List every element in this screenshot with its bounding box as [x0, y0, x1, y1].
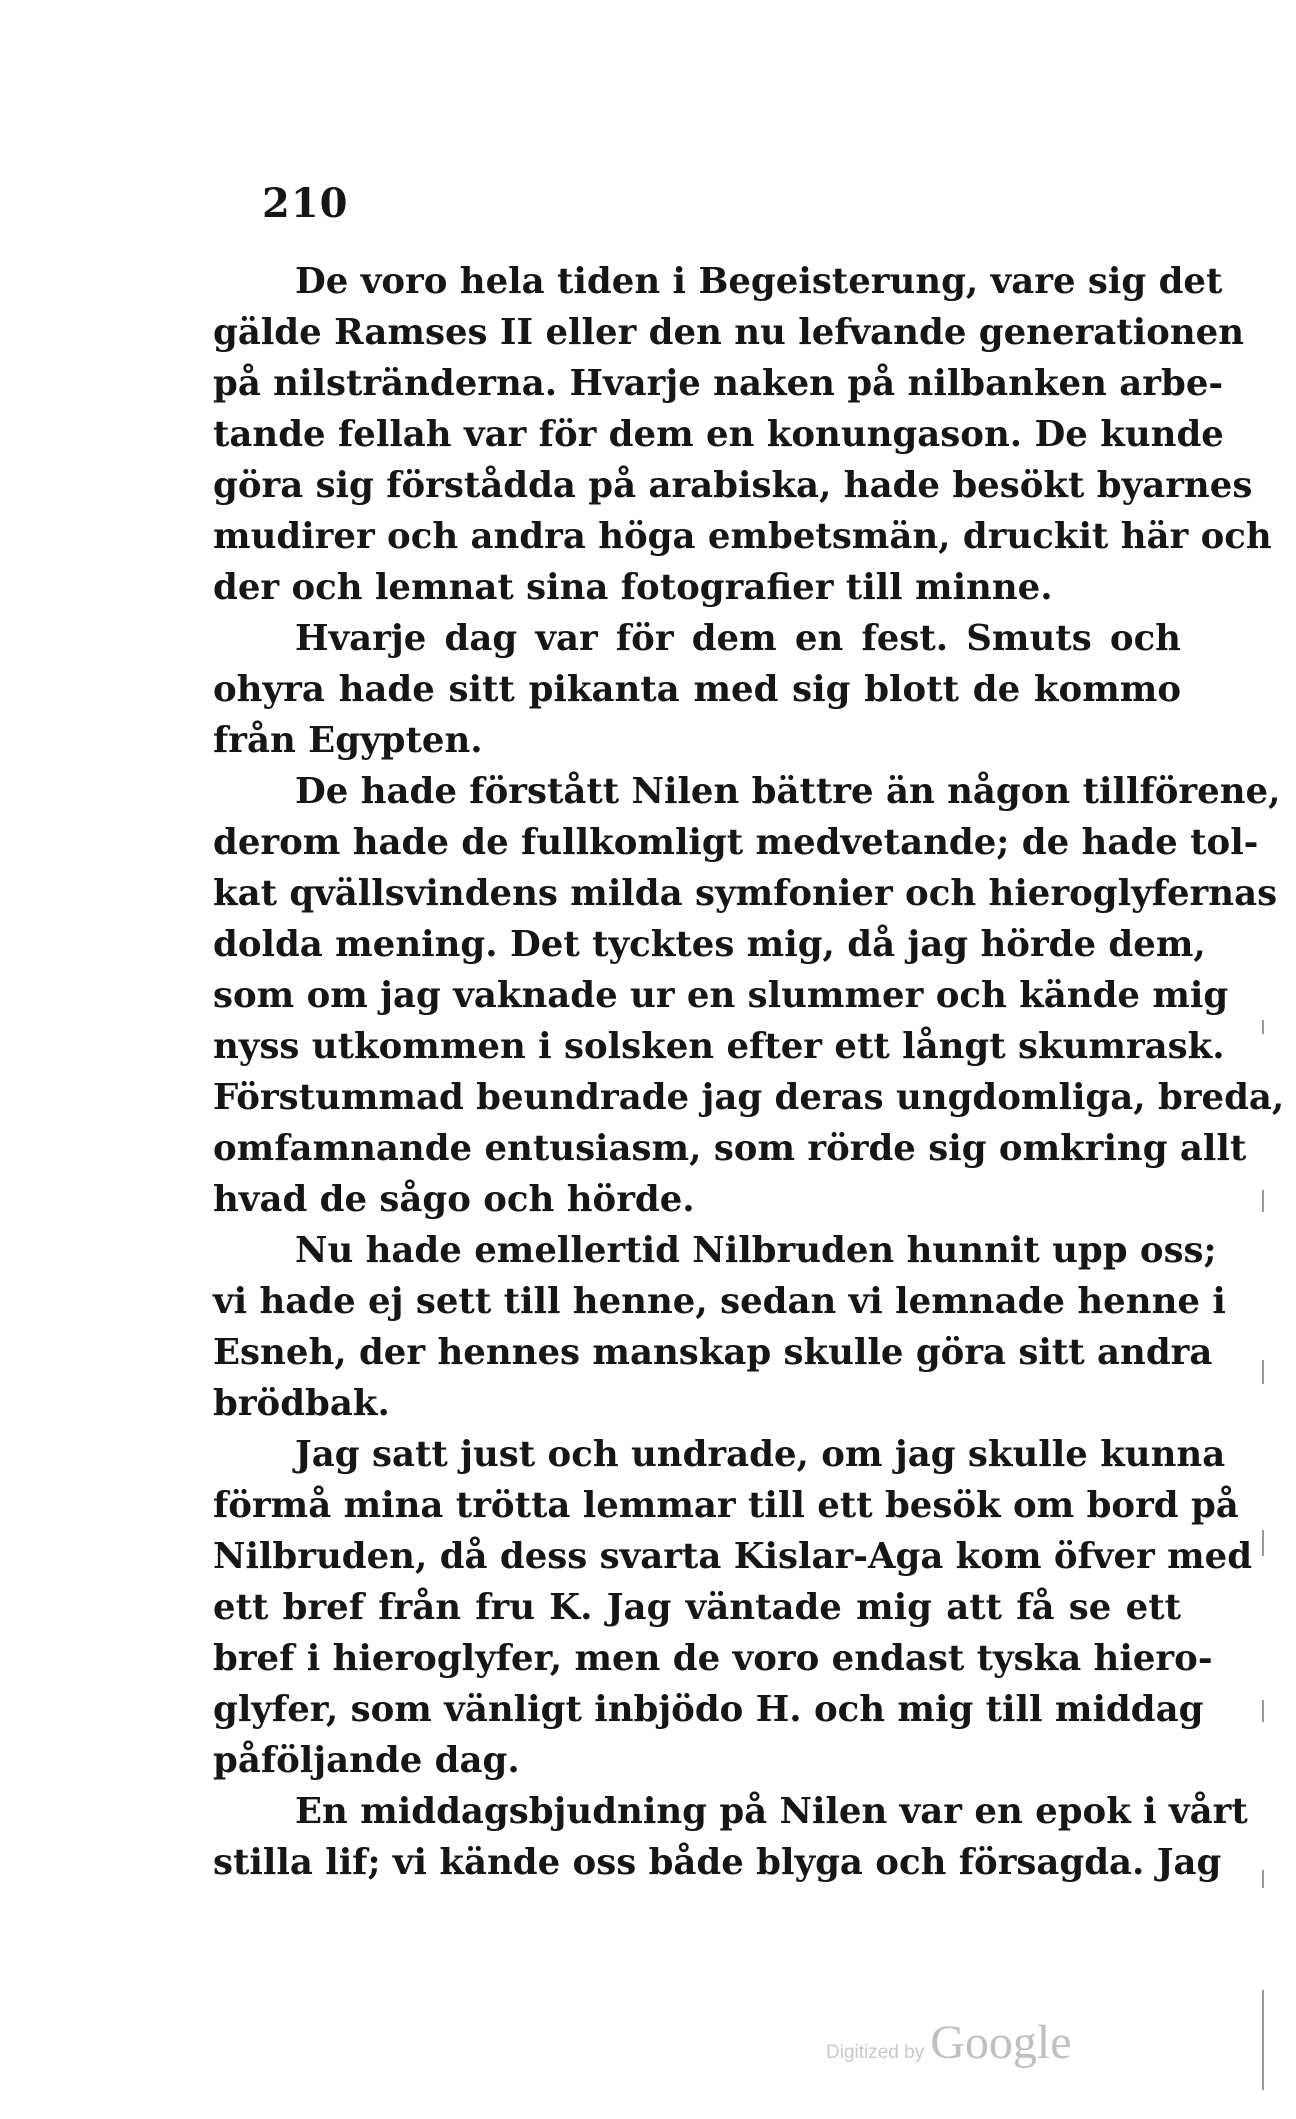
scan-edge-mark [1262, 1990, 1264, 2090]
text-line: derom hade de fullkomligt medvetande; de hade tol- [213, 822, 1259, 863]
text-line: på nilsträndernа. Hvarje naken på nilbanken arbe- [213, 363, 1224, 404]
text-line: omfamnande entusiasm, som rörde sig omkring allt [213, 1128, 1247, 1169]
text-line: nyss utkommen i solsken efter ett långt skumrask. [213, 1026, 1225, 1067]
scan-edge-mark [1262, 1870, 1264, 1888]
text-line: De hade förstått Nilen bättre än någon tillförene, [295, 771, 1281, 812]
text-line: dolda mening. Det tycktes mig, då jag hörde dem, [213, 924, 1206, 965]
scan-edge-mark [1262, 1530, 1264, 1556]
text-line: kat qvällsvindens milda symfonier och hieroglyfernas [213, 873, 1278, 914]
text-line: som om jag vaknade ur en slummer och kände mig [213, 975, 1229, 1016]
text-line: brödbak. [213, 1383, 390, 1424]
text-line: stilla lif; vi kände oss både blyga och försagda. Jag [213, 1842, 1222, 1883]
digitization-watermark [826, 2015, 1072, 2070]
text-line: Nilbruden, då dess svarta Kislar-Aga kom öfver med [213, 1536, 1253, 1577]
text-line: påföljande dag. [213, 1740, 520, 1781]
text-line: mudirer och andra höga embetsmän, druckit här och [213, 516, 1272, 557]
scan-edge-mark [1262, 1020, 1264, 1034]
watermark-prefix: Digitized by [826, 2042, 925, 2063]
text-line: Förstummad beundrade jag deras ungdomliga, breda, [213, 1077, 1285, 1118]
text-line: Esneh, der hennes manskap skulle göra sitt andra [213, 1332, 1213, 1373]
text-line: glyfer, som vänligt inbjödo H. och mig till middag [213, 1689, 1204, 1730]
text-line: Nu hade emellertid Nilbruden hunnit upp oss; [295, 1230, 1217, 1271]
text-line: tande fellah var för dem en konungason. De kunde [213, 414, 1224, 455]
text-line: ohyra hade sitt pikanta med sig blott de kommo [213, 669, 1181, 710]
text-line: från Egypten. [213, 720, 483, 761]
text-line: Hvarje dag var för dem en fest. Smuts och [295, 618, 1181, 659]
scan-edge-mark [1262, 1360, 1264, 1384]
text-line: De voro hela tiden i Begeisterung, vare sig det [295, 261, 1223, 302]
text-line: vi hade ej sett till henne, sedan vi lemnade henne i [213, 1281, 1226, 1322]
scan-edge-mark [1262, 1700, 1264, 1722]
text-line: hvad de sågo och hörde. [213, 1179, 695, 1220]
text-line: förmå mina trötta lemmar till ett besök om bord på [213, 1485, 1239, 1526]
text-line: Jag satt just och undrade, om jag skulle kunna [295, 1434, 1226, 1475]
scan-edge-mark [1262, 1190, 1264, 1212]
google-logo: Google [930, 2016, 1072, 2069]
text-line: gälde Ramses II eller den nu lefvande generationen [213, 312, 1245, 353]
text-line: göra sig förstådda på arabiska, hade besökt byarnes [213, 465, 1253, 506]
text-line: En middagsbjudning på Nilen var en epok i vårt [295, 1791, 1248, 1832]
text-line: ett bref från fru K. Jag väntade mig att få se ett [213, 1587, 1181, 1628]
page-number: 210 [262, 180, 349, 227]
text-line: bref i hieroglyfer, men de voro endast tyska hiero- [213, 1638, 1213, 1679]
text-line: der och lemnat sina fotografier till minne. [213, 567, 1053, 608]
body-text [213, 256, 1285, 1888]
